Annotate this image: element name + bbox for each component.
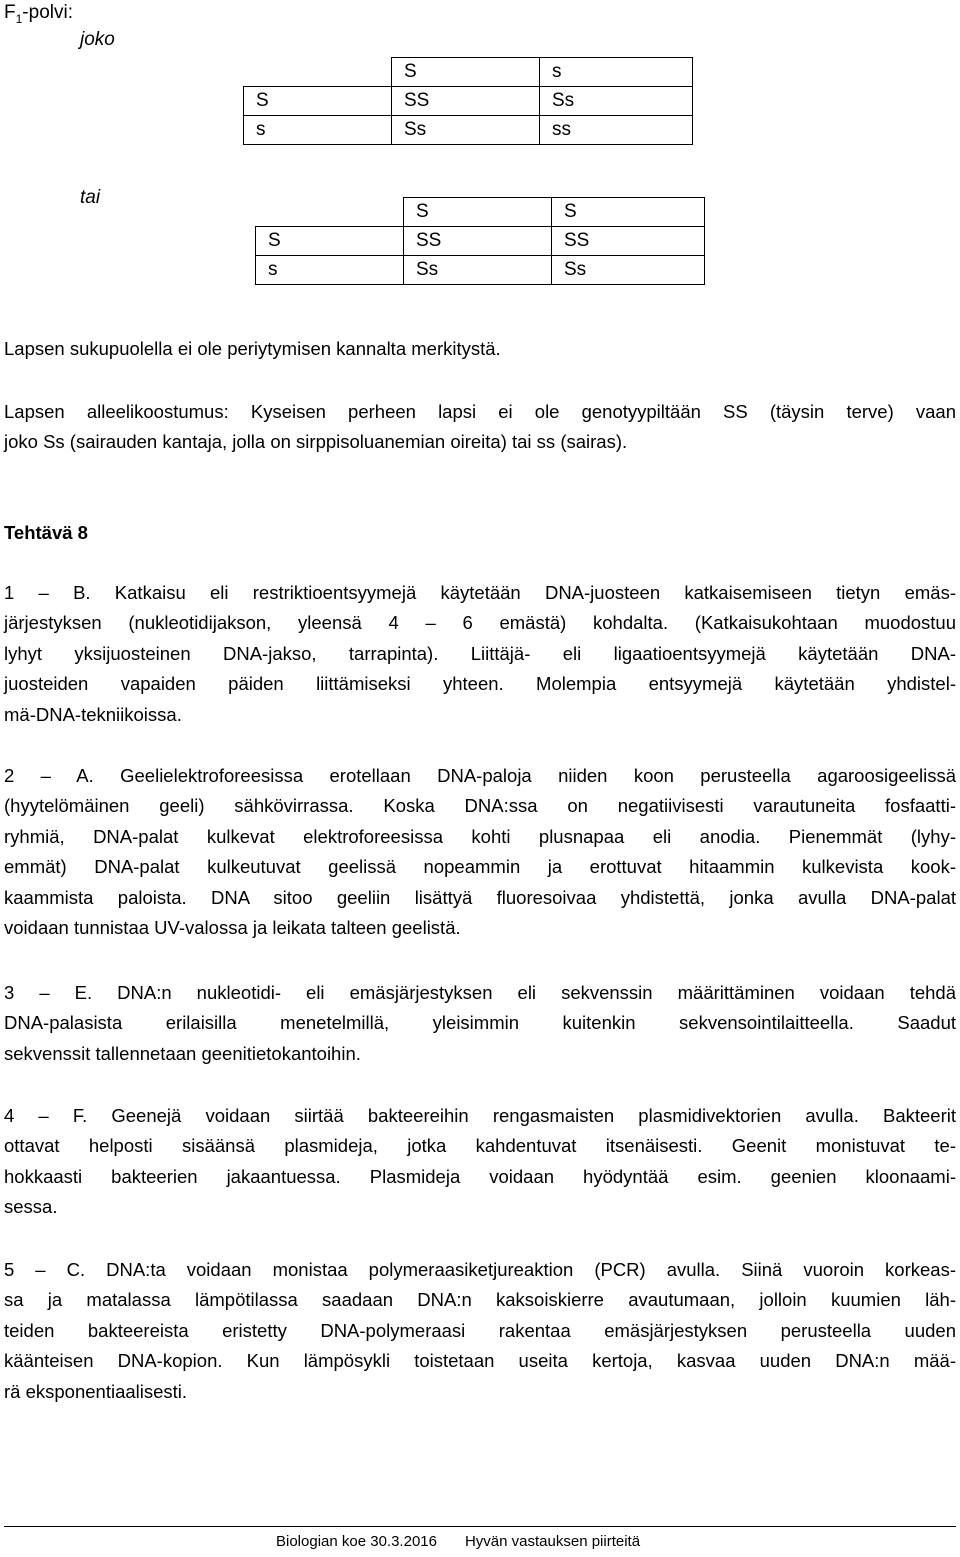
footer-title: Hyvän vastauksen piirteitä — [464, 1533, 641, 1550]
paragraph-line: 4 – F. Geenejä voidaan siirtää bakteereihin rengasmaisten plasmidivektorien avulla. Bakteerit — [4, 1105, 956, 1126]
table-cell: Ss — [552, 256, 705, 285]
paragraph-line: voidaan tunnistaa UV-valossa ja leikata talteen geelistä. — [4, 917, 461, 939]
paragraph-line: emmät) DNA-palat kulkeutuvat geelissä nopeammin ja erottuvat hitaammin kulkevista kook- — [4, 856, 956, 878]
table-cell: ss — [540, 116, 693, 145]
table-cell: S — [404, 198, 552, 227]
paragraph-line: rä eksponentiaalisesti. — [4, 1380, 188, 1402]
paragraph-line: ottavat helposti sisäänsä plasmideja, jotka kahdentuvat itsenäisesti. Geenit monistuvat te- — [4, 1135, 956, 1157]
paragraph-line: kaammista paloista. DNA sitoo geeliin lisättyä fluoresoivaa yhdistettä, jonka avulla DNA-palat — [4, 886, 956, 908]
allele-paragraph — [4, 397, 956, 458]
punnett-square-1 — [243, 57, 693, 145]
paragraph-line: ryhmiä, DNA-palat kulkevat elektroforeesissa kohti plusnapaa eli anodia. Pienemmät (lyhy- — [4, 825, 956, 847]
table-cell: Ss — [392, 116, 540, 145]
paragraph-line: käänteisen DNA-kopion. Kun lämpösykli toistetaan useita kertoja, kasvaa uuden DNA:n mää- — [4, 1350, 956, 1372]
table-cell: S — [392, 58, 540, 87]
tai-label: tai — [80, 187, 101, 208]
answer-4-paragraph — [4, 1101, 956, 1223]
paragraph-line: lyhyt yksijuosteinen DNA-jakso, tarrapinta). Liittäjä- eli ligaatioentsyymejä käytetään DNA- — [4, 642, 956, 664]
table-row — [244, 116, 693, 145]
paragraph-line: 5 – C. DNA:ta voidaan monistaa polymeraasiketjureaktion (PCR) avulla. Siinä vuoroin korkeas- — [4, 1259, 956, 1280]
paragraph-line: 2 – A. Geelielektroforeesissa erotellaan DNA-paloja niiden koon perusteella agaroosigeelissä — [4, 765, 956, 786]
table-row — [256, 198, 705, 227]
f1-generation-label: $F_1$-polvi: — [4, 2, 73, 26]
table-cell: SS — [552, 227, 705, 256]
paragraph-line: DNA-palasista erilaisilla menetelmillä, yleisimmin kuitenkin sekvensointilaitteella. Saadut — [4, 1012, 956, 1034]
answer-5-paragraph — [4, 1255, 956, 1407]
table-cell — [244, 58, 392, 87]
section-heading: Tehtävä 8 — [4, 522, 88, 543]
page-footer — [276, 1533, 640, 1550]
table-cell: S — [256, 227, 404, 256]
table-cell — [256, 198, 404, 227]
paragraph-line: teiden bakteereista eristetty DNA-polymeraasi rakentaa emäsjärjestyksen perusteella uuden — [4, 1319, 956, 1341]
table-row — [244, 87, 693, 116]
punnett-square-2 — [255, 197, 705, 285]
paragraph-line: mä-DNA-tekniikoissa. — [4, 703, 182, 725]
table-row — [244, 58, 693, 87]
table-row — [256, 256, 705, 285]
footer-exam-date: Biologian koe 30.3.2016 — [276, 1533, 437, 1550]
table-cell: s — [256, 256, 404, 285]
table-row — [256, 227, 705, 256]
paragraph-line: juosteiden vapaiden päiden liittämiseksi yhteen. Molempia entsyymejä käytetään yhdistel- — [4, 673, 956, 695]
paragraph-line: (hyytelömäinen geeli) sähkövirrassa. Koska DNA:ssa on negatiivisesti varautuneita fosfaatti- — [4, 795, 956, 817]
table-cell: SS — [392, 87, 540, 116]
table-cell: Ss — [404, 256, 552, 285]
table-cell: s — [244, 116, 392, 145]
paragraph-line: joko Ss (sairauden kantaja, jolla on sirppisoluanemian oireita) tai ss (sairas). — [4, 431, 628, 453]
sex-statement: Lapsen sukupuolella ei ole periytymisen kannalta merkitystä. — [4, 338, 501, 359]
answer-2-paragraph — [4, 761, 956, 943]
footer-divider — [4, 1526, 956, 1527]
paragraph-line: sessa. — [4, 1196, 58, 1218]
answer-3-paragraph — [4, 978, 956, 1069]
table-cell: Ss — [540, 87, 693, 116]
table-cell: SS — [404, 227, 552, 256]
paragraph-line: sekvenssit tallennetaan geenitietokantoihin. — [4, 1042, 361, 1064]
paragraph-line: järjestyksen (nukleotidijakson, yleensä 4 – 6 emästä) kohdalta. (Katkaisukohtaan muodostuu — [4, 612, 956, 634]
paragraph-line: Lapsen alleelikoostumus: Kyseisen perheen lapsi ei ole genotyypiltään SS (täysin terve) vaan — [4, 401, 956, 422]
paragraph-line: sa ja matalassa lämpötilassa saadaan DNA:n kaksoiskierre avautumaan, jolloin kuumien läh- — [4, 1289, 956, 1311]
joko-label: joko — [80, 29, 115, 50]
table-cell: S — [244, 87, 392, 116]
table-cell: s — [540, 58, 693, 87]
paragraph-line: hokkaasti bakteerien jakaantuessa. Plasmideja voidaan hyödyntää esim. geenien kloonaami- — [4, 1165, 956, 1187]
paragraph-line: 1 – B. Katkaisu eli restriktioentsyymejä käytetään DNA-juosteen katkaisemiseen tietyn emäs- — [4, 582, 956, 603]
table-cell: S — [552, 198, 705, 227]
answer-1-paragraph — [4, 578, 956, 730]
paragraph-line: 3 – E. DNA:n nukleotidi- eli emäsjärjestyksen eli sekvenssin määrittäminen voidaan tehdä — [4, 982, 956, 1003]
